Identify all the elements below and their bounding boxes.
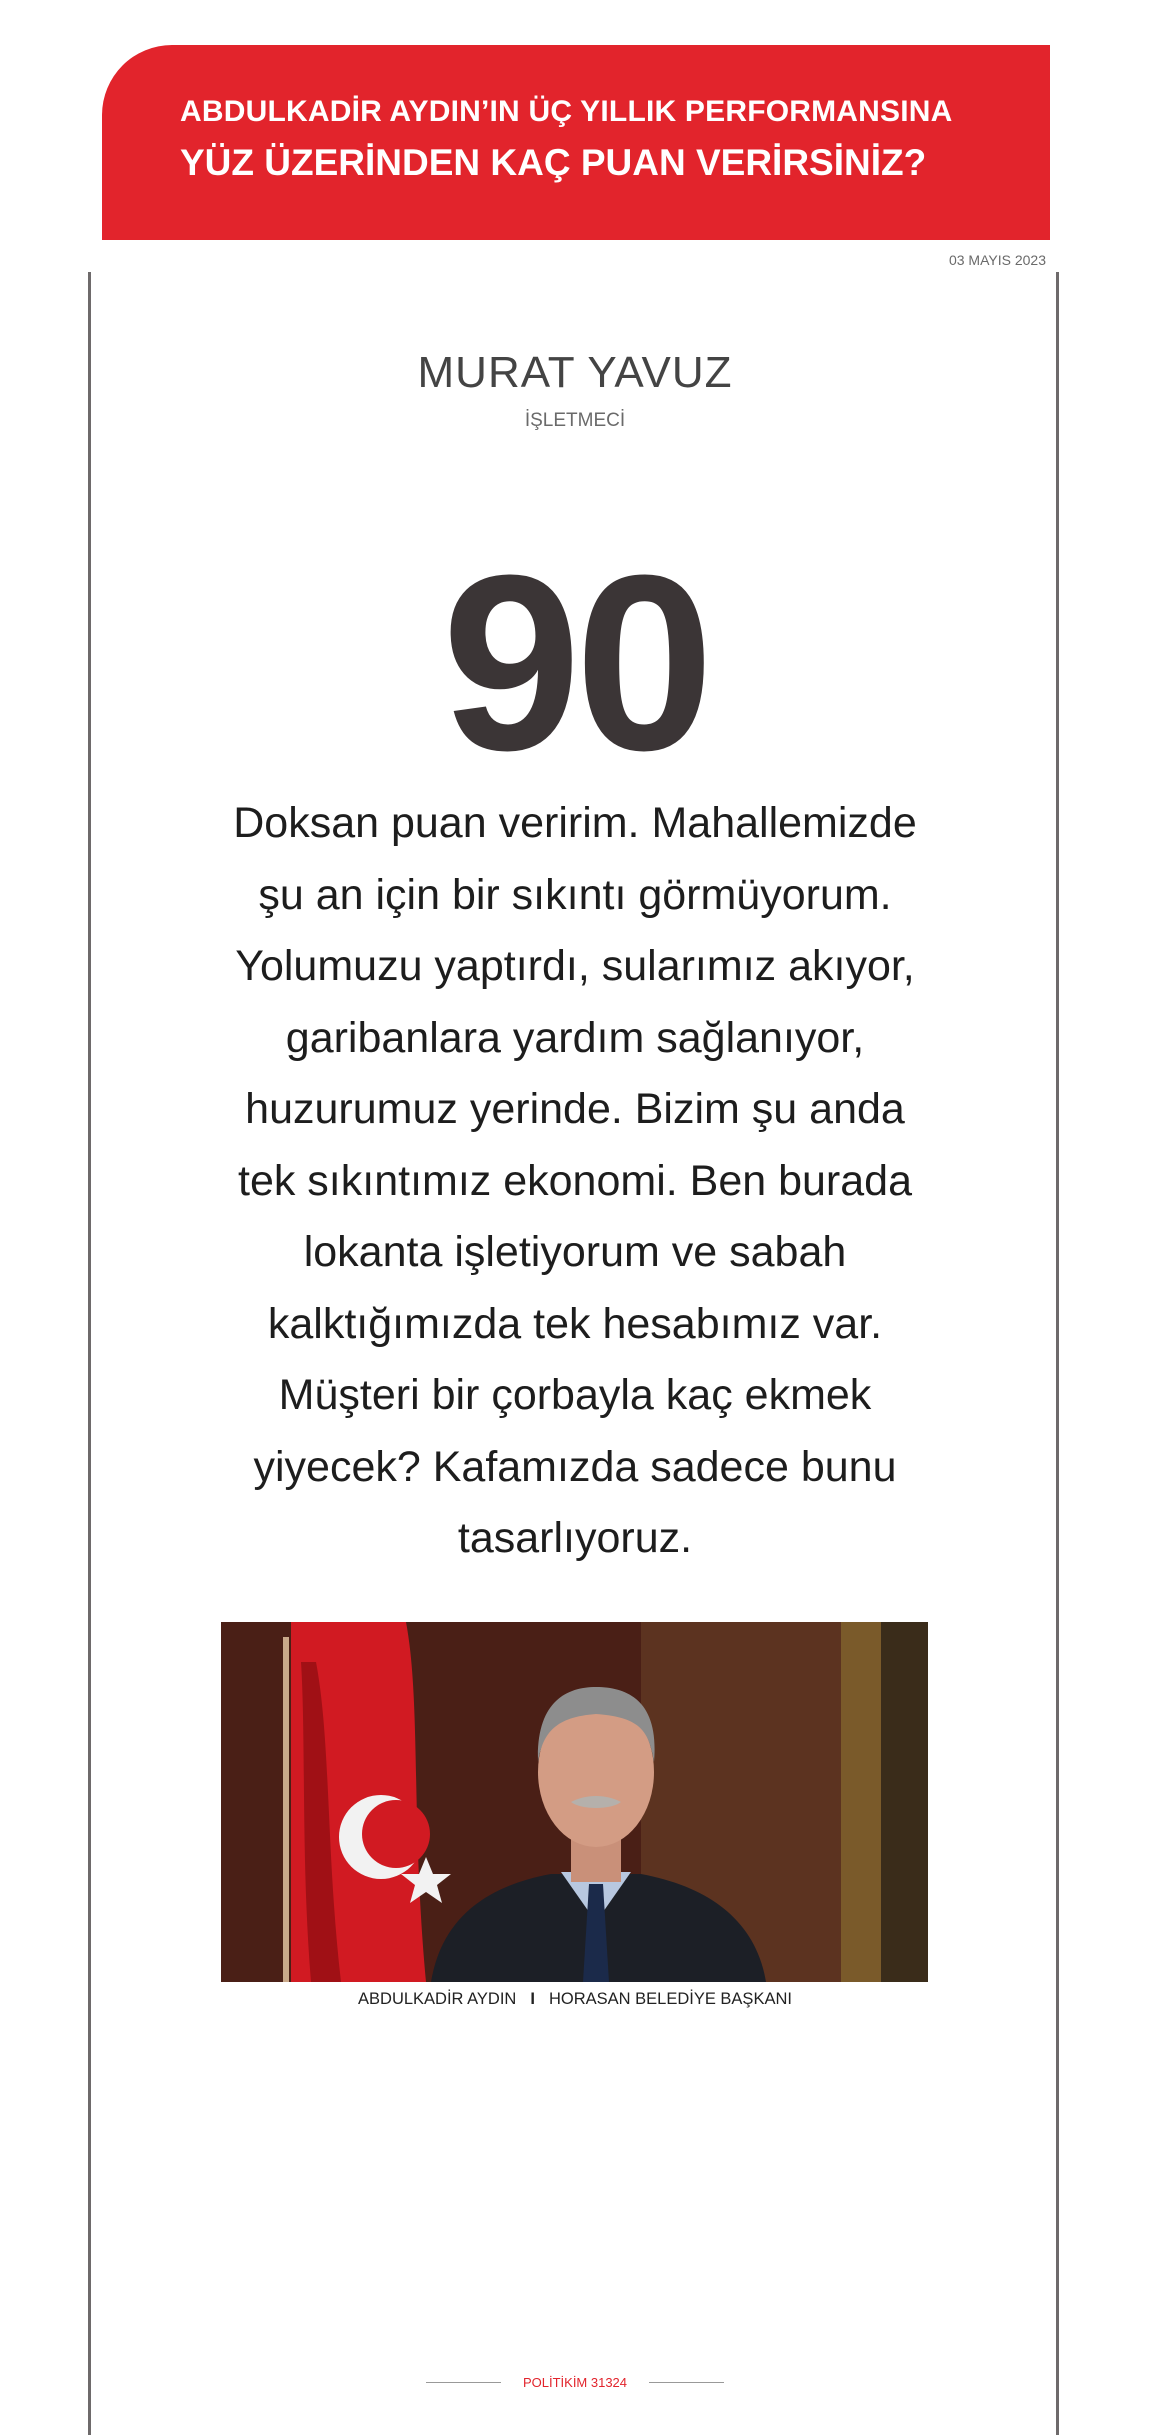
headline-line-1: ABDULKADİR AYDIN’IN ÜÇ YILLIK PERFORMANSINA — [180, 95, 953, 128]
mayor-photo — [221, 1622, 928, 1982]
respondent-occupation: İŞLETMECİ — [524, 410, 626, 431]
photo-caption — [0, 1990, 1150, 2009]
publish-date: 03 MAYIS 2023 — [948, 252, 1046, 268]
footer-label: POLİTİKİM 31324 — [522, 2375, 628, 2390]
caption-title: HORASAN BELEDİYE BAŞKANI — [548, 1990, 792, 2008]
footer-rule-right — [649, 2382, 724, 2383]
header-banner — [102, 45, 1050, 240]
footer — [0, 2375, 1150, 2390]
headline-line-2: YÜZ ÜZERİNDEN KAÇ PUAN VERİRSİNİZ? — [180, 142, 927, 183]
caption-name: ABDULKADİR AYDIN — [358, 1990, 517, 2008]
score-value: 90 — [441, 523, 709, 802]
respondent-name: MURAT YAVUZ — [417, 348, 733, 397]
quote-text: Doksan puan veririm. Mahallemizde şu an için bir sıkıntı görmüyorum. Yolumuzu yaptırdı, sularımız akıyor, garibanlara yardım sağlanıyor, huzurumuz yerinde. Bizim şu anda tek sıkıntımız ekonomi. Ben burada lokanta işletiyorum ve sabah kalktığımızda tek hesabımız var. Müşteri bir çorbayla kaç ekmek yiyecek? Kafamızda sadece bunu tasarlıyoruz. — [233, 799, 917, 1562]
caption-separator: I — [530, 1990, 535, 2008]
footer-rule-left — [426, 2382, 501, 2383]
